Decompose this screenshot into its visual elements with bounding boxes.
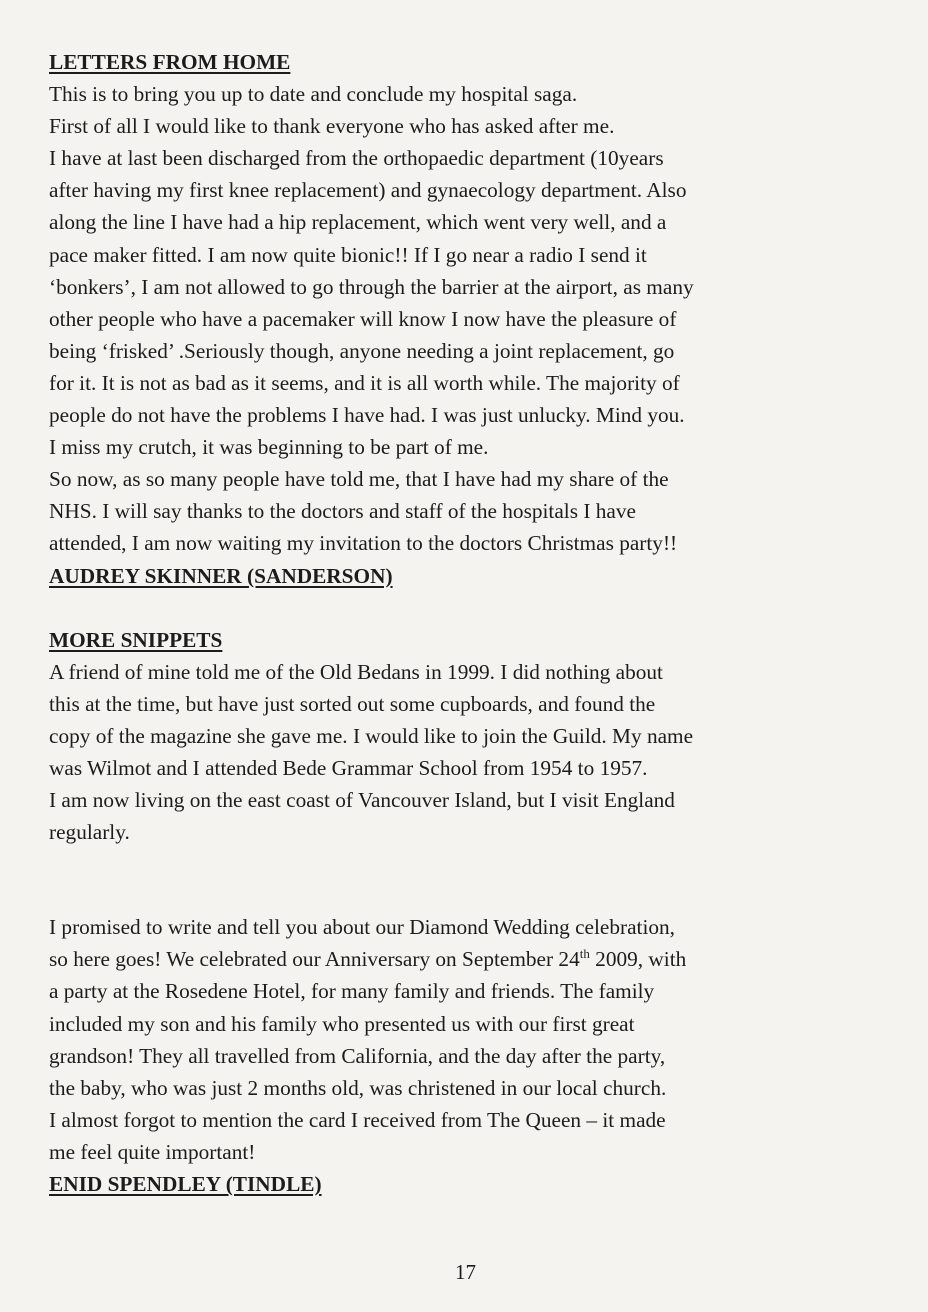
diamond-wedding-section — [49, 911, 899, 1200]
body-line: I almost forgot to mention the card I received from The Queen – it made — [49, 1107, 666, 1132]
page-content — [49, 46, 899, 1200]
body-line: So now, as so many people have told me, that I have had my share of the — [49, 467, 669, 492]
body-line: after having my first knee replacement) and gynaecology department. Also — [49, 178, 687, 203]
body-line: attended, I am now waiting my invitation to the doctors Christmas party!! — [49, 531, 678, 556]
section-heading: MORE SNIPPETS — [49, 627, 223, 652]
body-line: the baby, who was just 2 months old, was christened in our local church. — [49, 1075, 667, 1100]
body-line: this at the time, but have just sorted out some cupboards, and found the — [49, 691, 656, 716]
body-line: a party at the Rosedene Hotel, for many family and friends. The family — [49, 979, 655, 1004]
body-line: me feel quite important! — [49, 1139, 256, 1164]
body-line — [49, 943, 899, 975]
body-line: copy of the magazine she gave me. I would like to join the Guild. My name — [49, 723, 694, 748]
body-line: grandson! They all travelled from California, and the day after the party, — [49, 1043, 666, 1068]
section-heading: LETTERS FROM HOME — [49, 50, 291, 74]
body-line: I miss my crutch, it was beginning to be part of me. — [49, 435, 489, 460]
body-line: was Wilmot and I attended Bede Grammar School from 1954 to 1957. — [49, 755, 648, 780]
section-spacer — [49, 848, 899, 911]
body-line: This is to bring you up to date and conclude my hospital saga. — [49, 82, 578, 107]
author-signature: AUDREY SKINNER (SANDERSON) — [49, 563, 393, 588]
body-line: people do not have the problems I have had. I was just unlucky. Mind you. — [49, 403, 685, 428]
author-signature: ENID SPENDLEY (TINDLE) — [49, 1172, 322, 1196]
body-line: A friend of mine told me of the Old Bedans in 1999. I did nothing about — [49, 659, 663, 684]
letters-from-home-section — [49, 46, 899, 592]
body-line: regularly. — [49, 820, 130, 845]
body-line: I have at last been discharged from the orthopaedic department (10years — [49, 146, 664, 171]
ordinal-suffix: th — [579, 946, 590, 962]
body-line: for it. It is not as bad as it seems, and it is all worth while. The majority of — [49, 370, 680, 395]
body-text: so here goes! We celebrated our Anniversary on September 24 — [49, 947, 580, 972]
body-line: I am now living on the east coast of Vancouver Island, but I visit England — [49, 788, 675, 813]
body-line: along the line I have had a hip replacement, which went very well, and a — [49, 210, 667, 235]
body-line: NHS. I will say thanks to the doctors and staff of the hospitals I have — [49, 499, 636, 524]
body-text: 2009, with — [589, 947, 687, 972]
body-line: pace maker fitted. I am now quite bionic!! If I go near a radio I send it — [49, 242, 647, 267]
section-spacer — [49, 592, 899, 624]
body-line: ‘bonkers’, I am not allowed to go through the barrier at the airport, as many — [49, 274, 694, 299]
more-snippets-section — [49, 624, 899, 849]
body-line: included my son and his family who presented us with our first great — [49, 1011, 635, 1036]
page-number: 17 — [455, 1260, 476, 1284]
body-line: other people who have a pacemaker will know I now have the pleasure of — [49, 306, 677, 331]
body-line: I promised to write and tell you about our Diamond Wedding celebration, — [49, 915, 676, 940]
body-line: being ‘frisked’ .Seriously though, anyone needing a joint replacement, go — [49, 338, 675, 363]
body-line: First of all I would like to thank everyone who has asked after me. — [49, 114, 615, 139]
